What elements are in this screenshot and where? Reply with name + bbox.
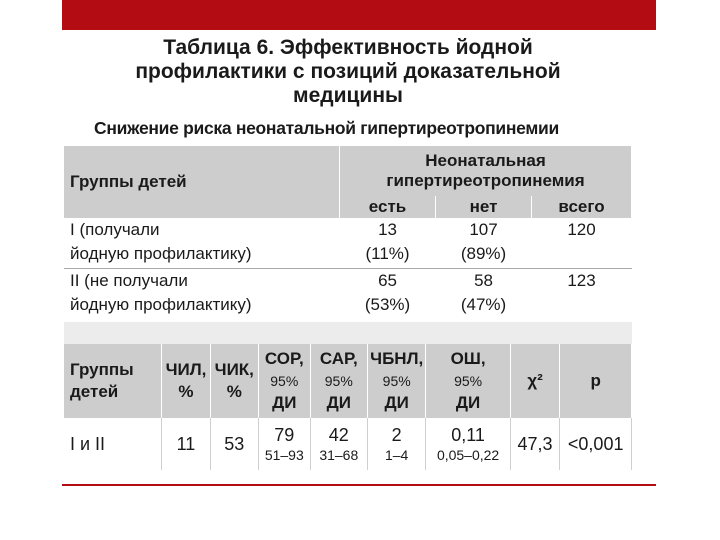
cell-total: 120 [532, 218, 632, 269]
cell-osh: 0,11 0,05–0,22 [426, 418, 510, 470]
table-row [64, 418, 632, 470]
cell-cor: 79 51–93 [258, 418, 310, 470]
document-page [62, 30, 634, 468]
table-title: Таблица 6. Эффективность йодной профилактики с позиций доказательной медицины [135, 36, 561, 107]
header-groups: Группы детей [64, 344, 162, 418]
header-cor: СОР, 95% ДИ [258, 344, 310, 418]
header-chi2: χ² [510, 344, 560, 418]
cell-no: 107 (89%) [436, 218, 532, 269]
cell-total: 123 [532, 269, 632, 320]
column-no: нет [436, 196, 532, 218]
cell-chik: 53 [210, 418, 258, 470]
cell-chi2: 47,3 [510, 418, 560, 470]
cell-no: 58 (47%) [436, 269, 532, 320]
statistics-header-row [64, 344, 632, 418]
neonatal-header: Неонатальная гипертиреотропинемия [340, 146, 632, 196]
header-osh: ОШ, 95% ДИ [426, 344, 510, 418]
bottom-accent-line [62, 484, 656, 486]
table-row [64, 218, 632, 269]
header-row [64, 146, 632, 196]
table-separator [64, 322, 632, 344]
table-subtitle: Снижение риска неонатальной гипертиреотропинемии [94, 118, 559, 138]
cell-yes: 13 (11%) [340, 218, 436, 269]
cell-group: I и II [64, 418, 162, 470]
column-yes: есть [340, 196, 436, 218]
cell-car: 42 31–68 [310, 418, 367, 470]
table-row [64, 269, 632, 320]
statistics-table [64, 344, 632, 470]
risk-table [64, 146, 632, 319]
header-p: p [560, 344, 632, 418]
header-chik: ЧИК, % [210, 344, 258, 418]
top-accent-bar [62, 0, 656, 30]
cell-chil: 11 [162, 418, 210, 470]
header-chil: ЧИЛ, % [162, 344, 210, 418]
group-column-header: Группы детей [64, 146, 340, 218]
header-car: САР, 95% ДИ [310, 344, 367, 418]
cell-chbnl: 2 1–4 [367, 418, 426, 470]
group-name: I (получали йодную профилактику) [64, 218, 340, 269]
header-chbnl: ЧБНЛ, 95% ДИ [367, 344, 426, 418]
cell-yes: 65 (53%) [340, 269, 436, 320]
column-total: всего [532, 196, 632, 218]
cell-p: <0,001 [560, 418, 632, 470]
group-name: II (не получали йодную профилактику) [64, 269, 340, 320]
